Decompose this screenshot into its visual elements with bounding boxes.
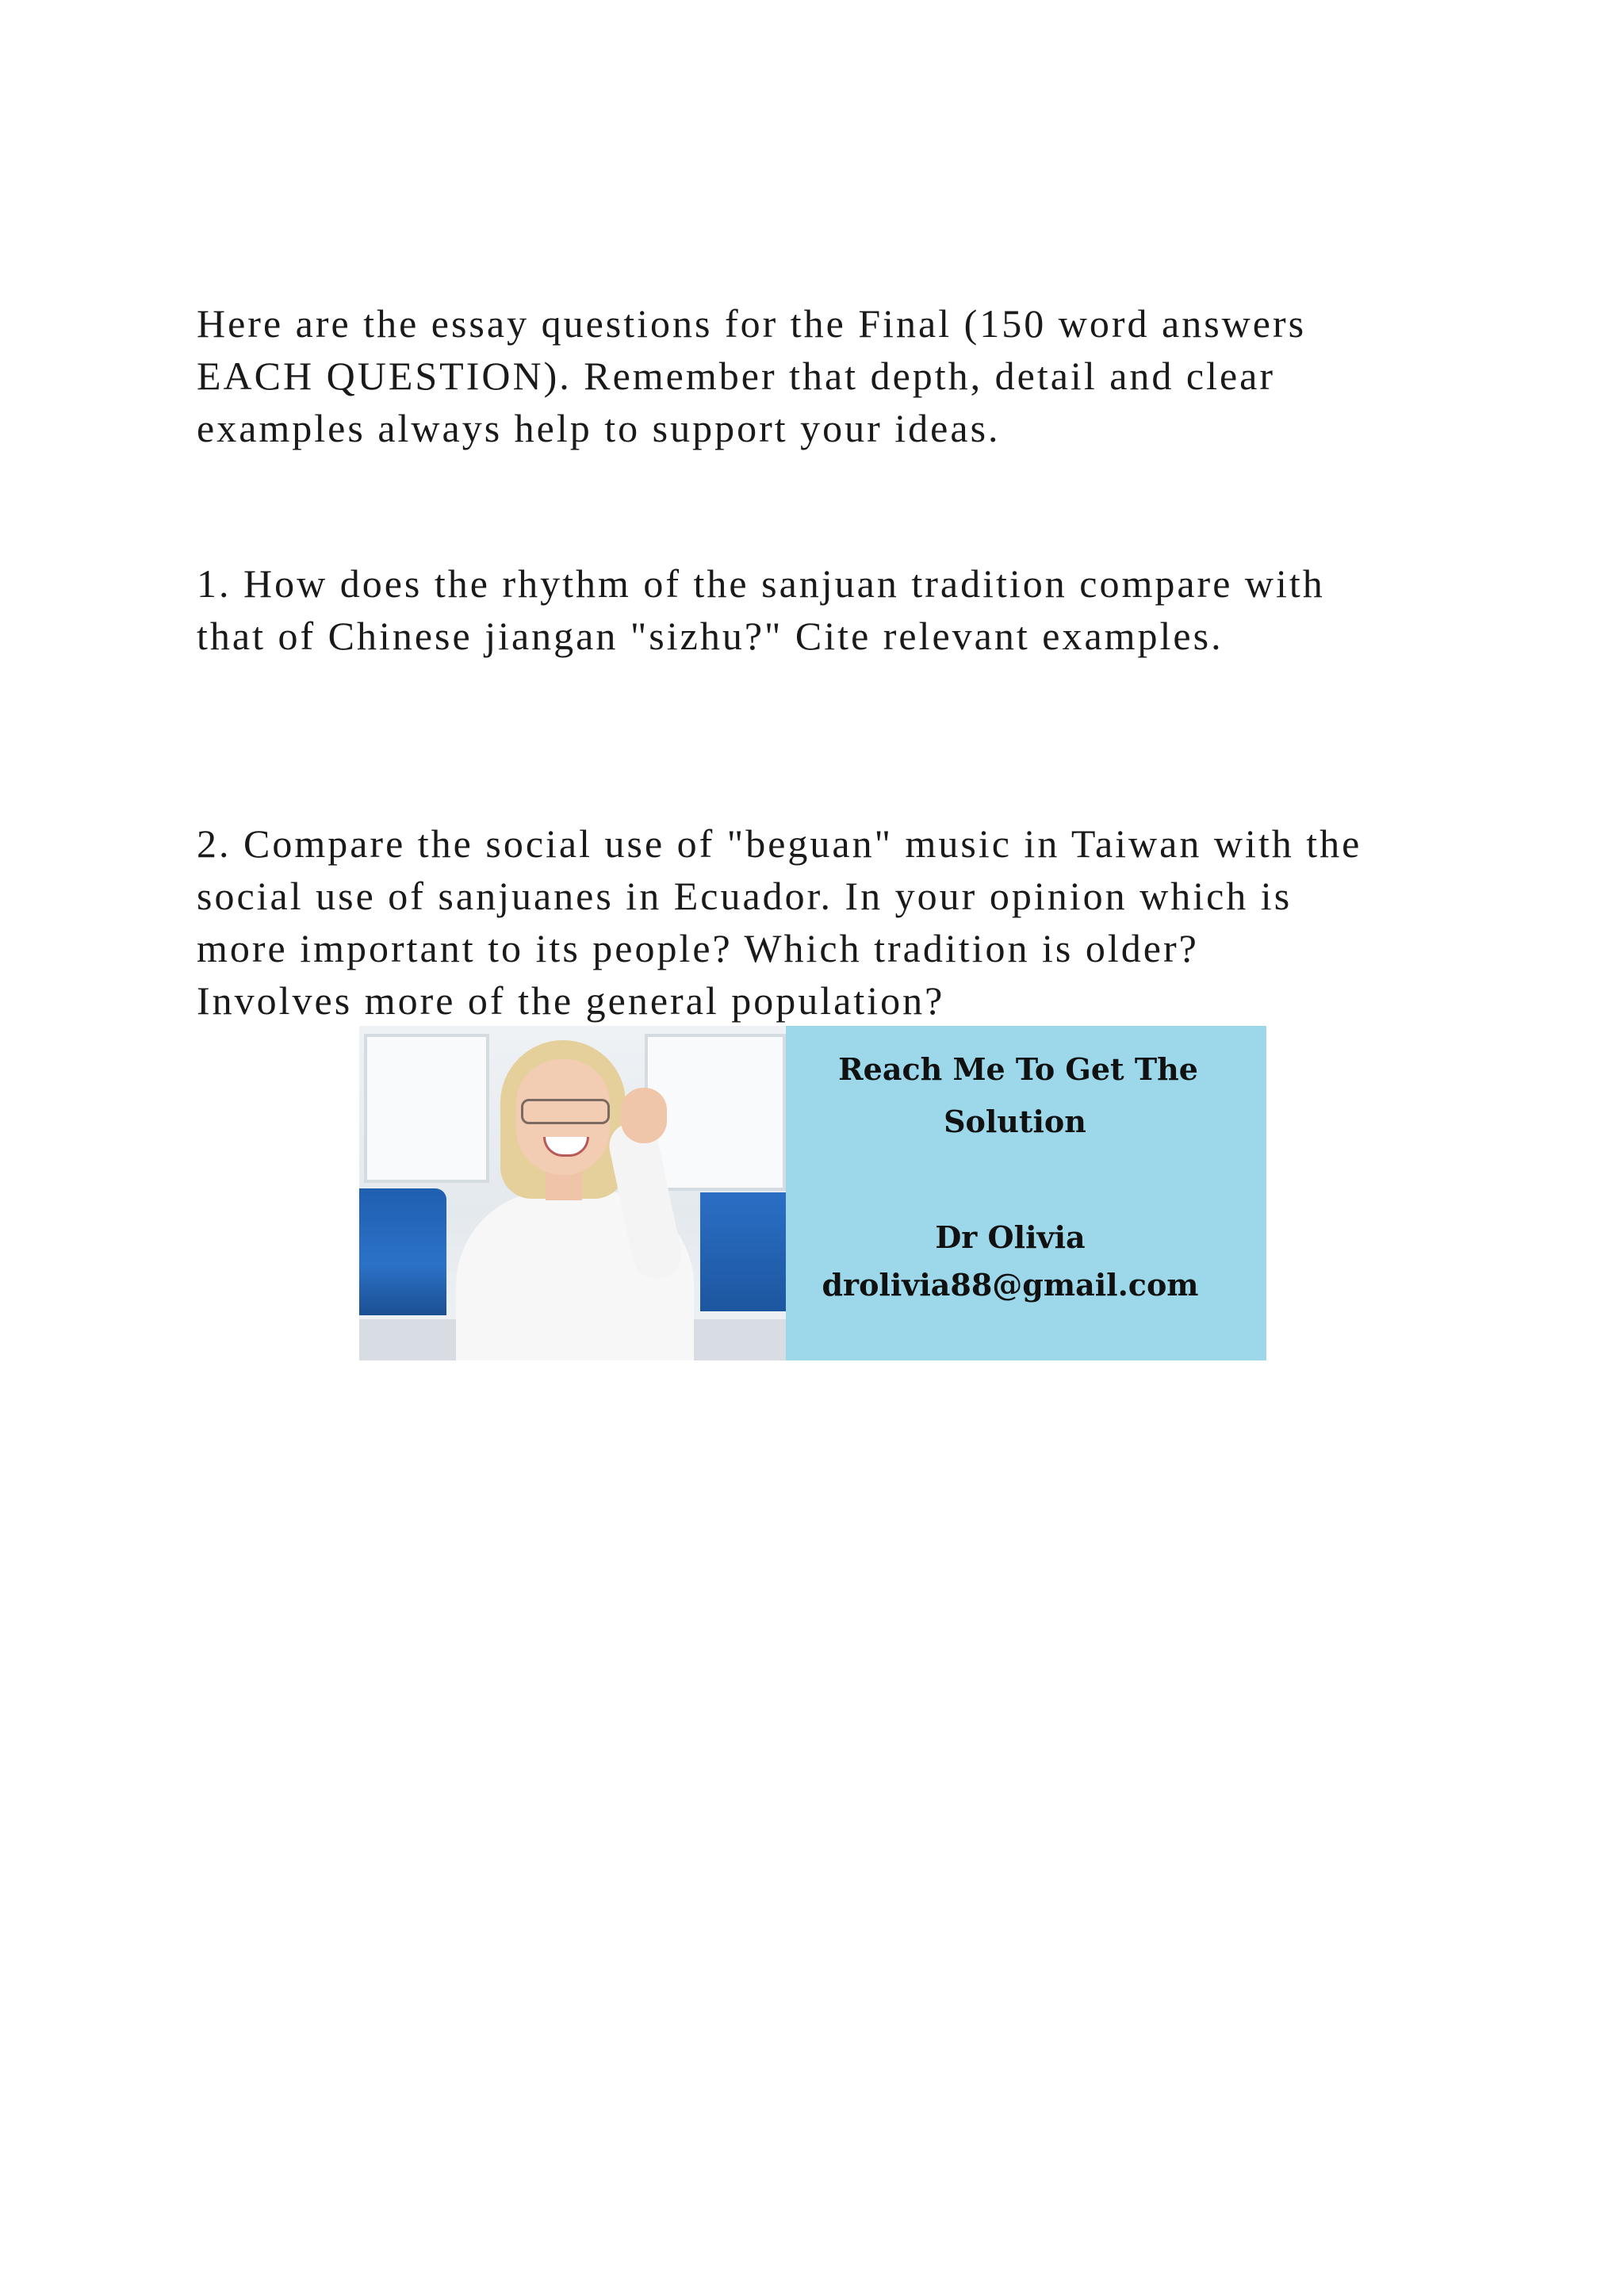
contact-name: Dr Olivia [935,1219,1086,1255]
question-1: 1. How does the rhythm of the sanjuan tradition compare with that of Chinese jiangan "sizhu?" Cite relevant examples. [197,561,1325,658]
glasses-icon [521,1099,610,1124]
hand [621,1088,667,1143]
intro-paragraph: Here are the essay questions for the Final (150 word answers EACH QUESTION). Remember that depth, detail and clear examples always help to support your ideas. [197,301,1307,450]
contact-email: drolivia88@gmail.com [822,1267,1199,1303]
blue-chair [359,1188,446,1315]
banner-headline-line-2: Solution [944,1104,1086,1139]
contact-banner [359,1026,1266,1360]
woman-with-glasses-photo [359,1026,786,1360]
contact-panel [786,1026,1266,1360]
question-2: 2. Compare the social use of "beguan" music in Taiwan with the social use of sanjuanes in Ecuador. In your opinion which is more important to its people? Which tradition is older? Involves more of the general population? [197,821,1362,1023]
banner-headline-line-1: Reach Me To Get The [838,1051,1198,1087]
background-window [364,1034,489,1183]
